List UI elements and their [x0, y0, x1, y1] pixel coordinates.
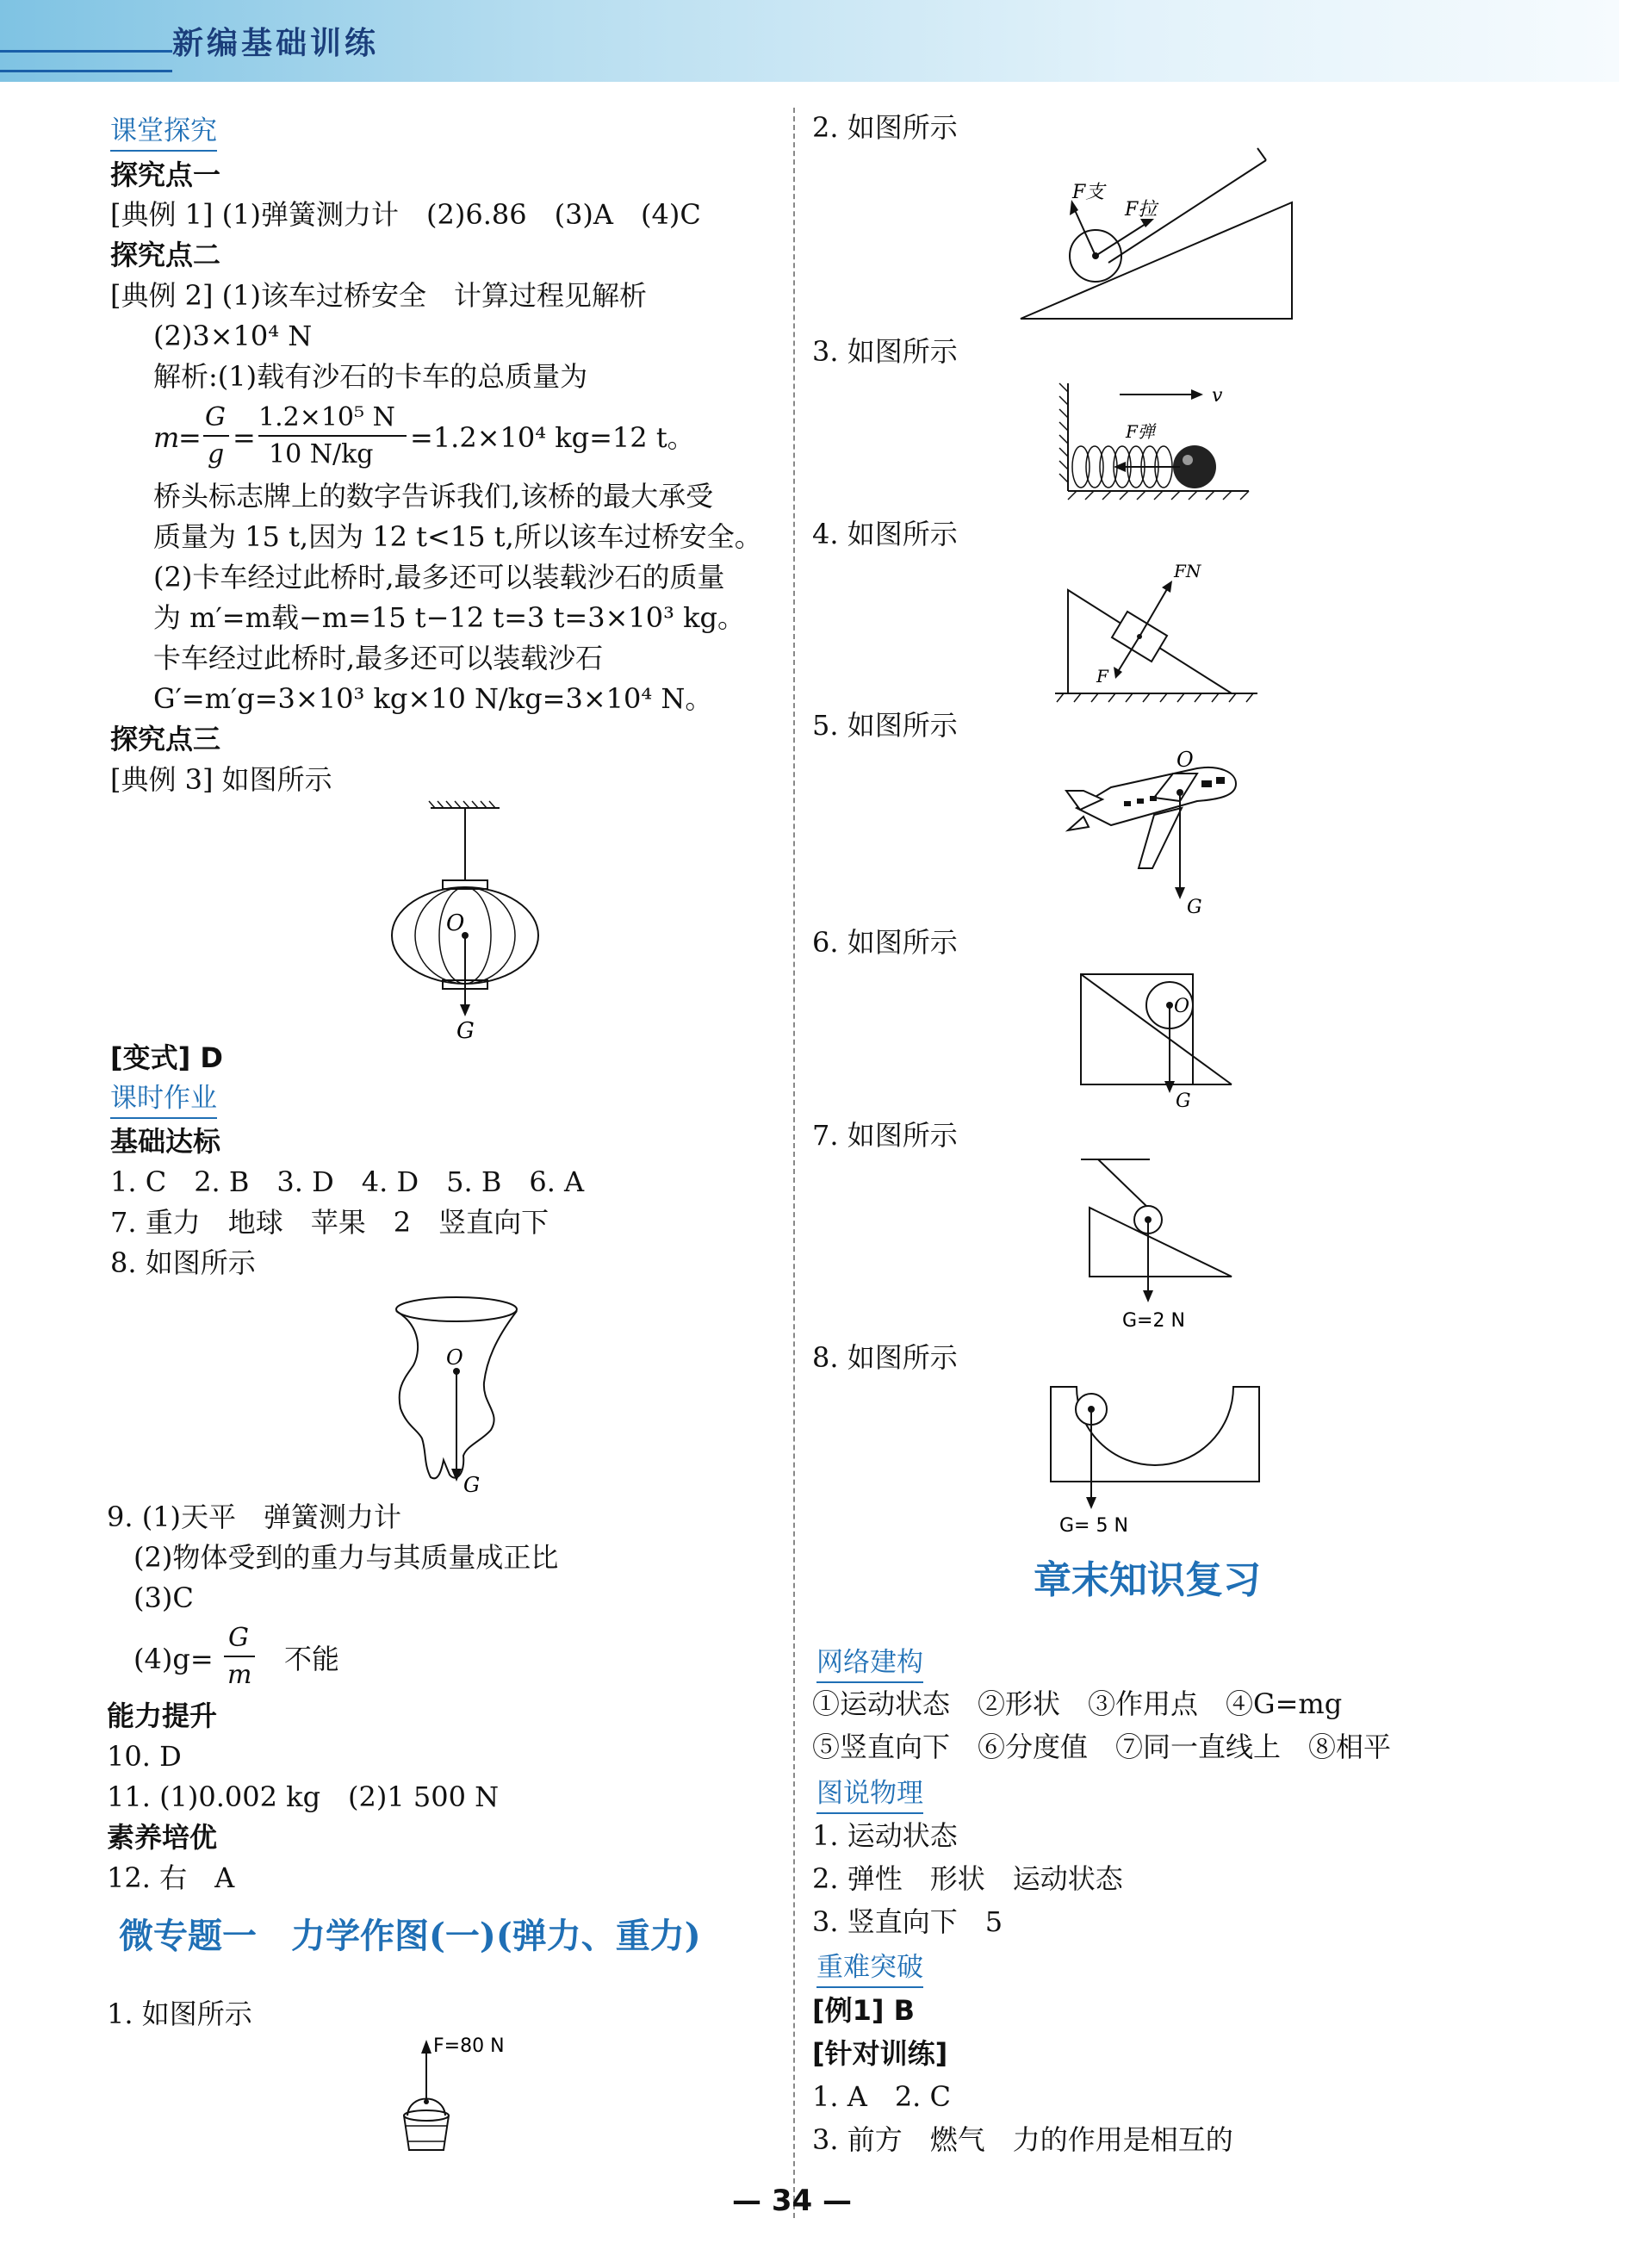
svg-text:O: O	[1174, 996, 1190, 1017]
svg-text:O: O	[446, 1345, 463, 1370]
heading-tanjiu-2: 探究点二	[110, 239, 221, 271]
section-wangluo-jiangou: 网络建构	[816, 1645, 923, 1683]
heading-jichu: 基础达标	[110, 1125, 221, 1158]
page-number: — 34 —	[732, 2184, 852, 2218]
lantern-figure	[379, 801, 568, 1042]
answers-1-6: 1. C 2. B 3. D 4. D 5. B 6. A	[110, 1165, 585, 1198]
right-answer-5: 5. 如图所示	[812, 709, 958, 742]
answer-9-2: (2)物体受到的重力与其质量成正比	[133, 1541, 559, 1574]
svg-text:G: G	[456, 1018, 475, 1044]
answer-9-1: 9. (1)天平 弹簧测力计	[107, 1501, 402, 1533]
incline-ball-figure	[1016, 155, 1301, 327]
column-divider	[793, 108, 795, 2218]
example-1-zhongnan: [例1] B	[812, 1994, 916, 2027]
analysis-line-3: 质量为 15 t,因为 12 t<15 t,所以该车过桥安全。	[153, 520, 762, 553]
answer-12: 12. 右 A	[107, 1861, 235, 1894]
targeted-training: [针对训练]	[812, 2037, 948, 2070]
right-answer-4: 4. 如图所示	[812, 518, 958, 550]
heading-nengli: 能力提升	[107, 1699, 218, 1732]
svg-text:F弹: F弹	[1126, 421, 1155, 442]
heading-tanjiu-1: 探究点一	[110, 158, 221, 191]
svg-text:G= 5 N: G= 5 N	[1059, 1515, 1128, 1537]
spring-ball-figure	[1055, 379, 1262, 508]
svg-text:FN: FN	[1174, 561, 1201, 581]
book-title: 新编基础训练	[172, 26, 380, 61]
svg-text:O: O	[446, 910, 465, 936]
chapter-review-title: 章末知识复习	[1034, 1558, 1261, 1602]
training-answers-1-2: 1. A 2. C	[812, 2080, 952, 2113]
analysis-line-2: 桥头标志牌上的数字告诉我们,该桥的最大承受	[153, 480, 714, 513]
svg-text:F=80 N: F=80 N	[433, 2035, 505, 2057]
airplane-figure	[1059, 748, 1257, 920]
bucket-figure	[392, 2033, 530, 2153]
training-answer-3: 3. 前方 燃气 力的作用是相互的	[812, 2123, 1233, 2156]
block-on-incline-figure	[1046, 560, 1262, 706]
answer-8: 8. 如图所示	[110, 1246, 256, 1279]
variant-answer: [变式] D	[110, 1041, 223, 1074]
svg-text:v: v	[1212, 385, 1223, 407]
network-line-2: ⑤竖直向下 ⑥分度值 ⑦同一直线上 ⑧相平	[812, 1731, 1392, 1763]
micro-answer-1: 1. 如图所示	[107, 1998, 252, 2030]
heading-suyang: 素养培优	[107, 1821, 218, 1854]
right-answer-8: 8. 如图所示	[812, 1341, 958, 1374]
svg-text:G: G	[1176, 1091, 1191, 1112]
analysis-line-7: G′=m′g=3×10³ kg×10 N/kg=3×10⁴ N。	[153, 682, 713, 715]
answer-10: 10. D	[107, 1740, 182, 1773]
right-answer-6: 6. 如图所示	[812, 926, 958, 959]
micro-topic-title: 微专题一 力学作图(一)(弹力、重力)	[119, 1916, 701, 1956]
svg-text:F支: F支	[1072, 182, 1105, 203]
analysis-line-4: (2)卡车经过此桥时,最多还可以装载沙石的质量	[153, 561, 725, 593]
answer-9-3: (3)C	[133, 1581, 194, 1614]
heading-tanjiu-3: 探究点三	[110, 723, 221, 755]
analysis-line-5: 为 m′=m载−m=15 t−12 t=3 t=3×10³ kg。	[153, 601, 746, 634]
right-answer-7: 7. 如图所示	[812, 1119, 958, 1152]
example-2-answer: [典例 2] (1)该车过桥安全 计算过程见解析	[110, 279, 648, 312]
bag-figure	[388, 1292, 543, 1499]
svg-text:G=2 N: G=2 N	[1122, 1310, 1185, 1332]
hanging-ball-figure	[1072, 1154, 1245, 1335]
section-keshi-zuoye: 课时作业	[110, 1081, 217, 1119]
svg-text:F: F	[1096, 666, 1108, 687]
right-answer-2: 2. 如图所示	[812, 111, 958, 144]
example-1-answer: [典例 1] (1)弹簧测力计 (2)6.86 (3)A (4)C	[110, 198, 701, 231]
section-zhongnan-tupo: 重难突破	[816, 1950, 923, 1988]
svg-text:G: G	[1187, 897, 1202, 918]
section-ketang-tanjiu: 课堂探究	[110, 114, 217, 152]
example-3-answer: [典例 3] 如图所示	[110, 763, 332, 796]
answer-7: 7. 重力 地球 苹果 2 竖直向下	[110, 1206, 549, 1239]
bowl-ball-figure	[1042, 1378, 1275, 1542]
right-answer-3: 3. 如图所示	[812, 335, 958, 368]
svg-text:G: G	[463, 1473, 481, 1497]
section-tushuo-wuli: 图说物理	[816, 1776, 923, 1814]
svg-text:O: O	[1176, 748, 1194, 772]
analysis-line-6: 卡车经过此桥时,最多还可以装载沙石	[153, 642, 604, 674]
tushuo-2: 2. 弹性 形状 运动状态	[812, 1862, 1123, 1895]
example-2-part2: (2)3×10⁴ N	[153, 320, 313, 352]
answer-11: 11. (1)0.002 kg (2)1 500 N	[107, 1780, 500, 1813]
page-header	[0, 0, 1619, 82]
analysis-line-1: 解析:(1)载有沙石的卡车的总质量为	[153, 360, 588, 393]
header-decoration	[0, 50, 172, 72]
tushuo-3: 3. 竖直向下 5	[812, 1905, 1003, 1938]
tushuo-1: 1. 运动状态	[812, 1819, 958, 1852]
ball-in-corner-figure	[1072, 969, 1245, 1115]
network-line-1: ①运动状态 ②形状 ③作用点 ④G=mg	[812, 1687, 1343, 1720]
svg-text:F拉: F拉	[1125, 199, 1158, 221]
